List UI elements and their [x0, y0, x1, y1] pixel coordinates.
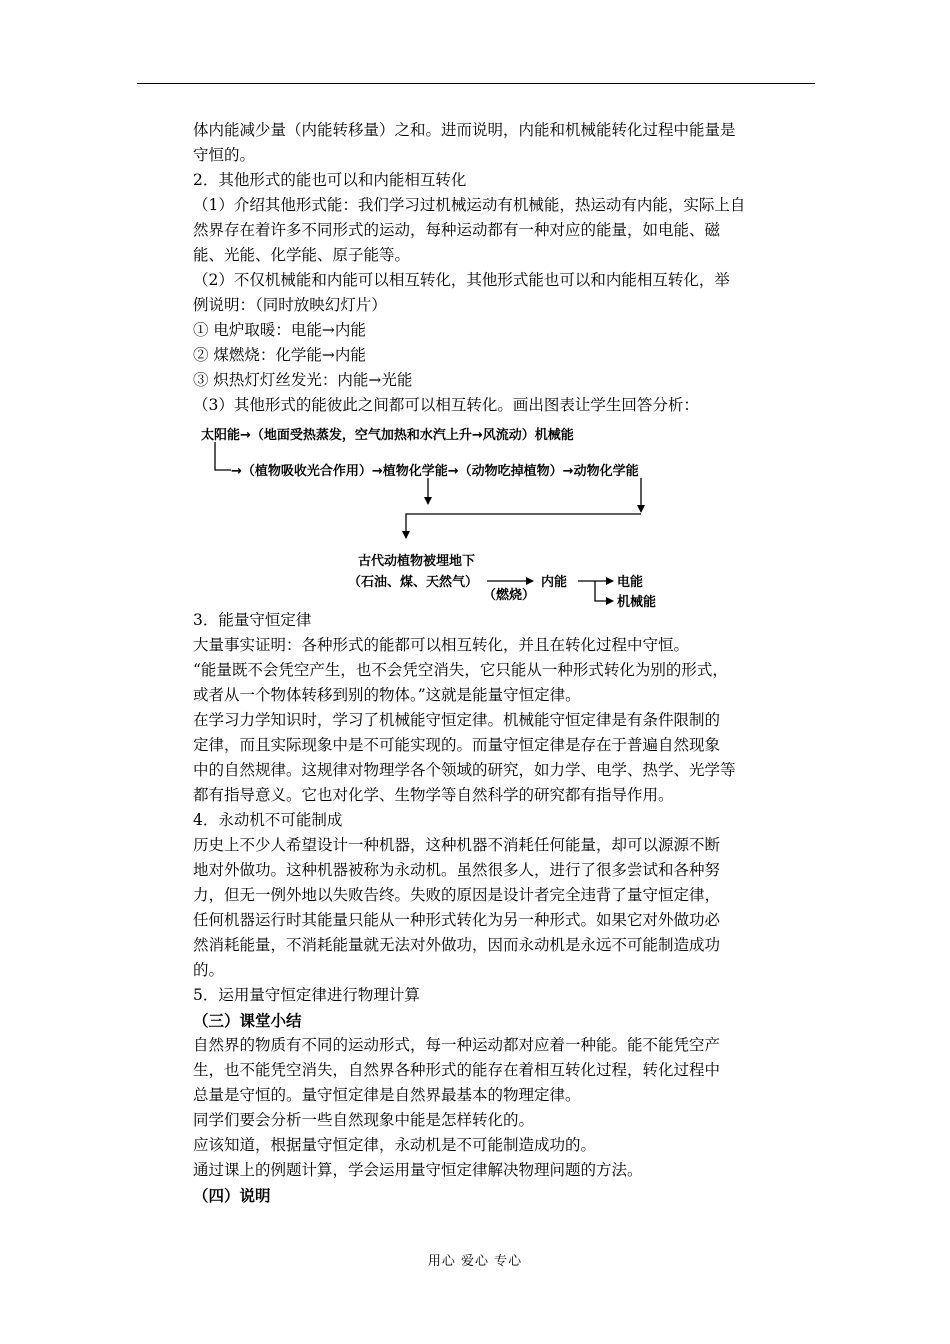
- text-line: 体内能减少量（内能转移量）之和。进而说明，内能和机械能转化过程中能量是: [193, 121, 736, 139]
- text-line: 都有指导意义。它也对化学、生物学等自然科学的研究都有指导作用。: [193, 786, 674, 804]
- text-line: 任何机器运行时其能量只能从一种形式转化为另一种形式。如果它对外做功必: [193, 911, 721, 929]
- text-line: 例说明：（同时放映幻灯片）: [193, 296, 387, 314]
- energy-conversion-diagram: [193, 418, 773, 608]
- mechanical-energy-text: 机械能: [617, 595, 657, 608]
- text-line: 在学习力学知识时，学习了机械能守恒定律。机械能守恒定律是有条件限制的: [193, 711, 721, 729]
- sun-to-plant-connector: [215, 442, 231, 470]
- electric-energy-text: 电能: [617, 575, 644, 590]
- text-line: 能、光能、化学能、原子能等。: [193, 246, 411, 264]
- text-line: 大量事实证明：各种形式的能都可以相互转化，并且在转化过程中守恒。: [193, 636, 690, 654]
- text-line: 4．永动机不可能制成: [193, 811, 343, 829]
- diagram-arrows: [193, 418, 773, 608]
- internal-energy-text: 内能: [541, 575, 568, 590]
- fuels-text: （石油、煤、天然气）: [348, 575, 479, 590]
- row1-text: 太阳能→（地面受热蒸发，空气加热和水汽上升→风流动）机械能: [201, 428, 574, 443]
- text-line: 守恒的。: [193, 146, 256, 164]
- text-line: 2．其他形式的能也可以和内能相互转化: [193, 171, 467, 189]
- text-line: 应该知道，根据量守恒定律，永动机是不可能制造成功的。: [193, 1136, 597, 1154]
- section-heading: （三）课堂小结: [193, 1011, 302, 1030]
- text-line: 定律，而且实际现象中是不可能实现的。而量守恒定律是存在于普遍自然现象: [193, 736, 721, 754]
- text-line: 3．能量守恒定律: [193, 611, 312, 629]
- row2-text: →（植物吸收光合作用）→植物化学能→（动物吃掉植物）→动物化学能: [231, 464, 639, 479]
- header-rule: [137, 83, 815, 84]
- text-line: 历史上不少人希望设计一种机器，这种机器不消耗任何能量，却可以源源不断: [193, 836, 721, 854]
- text-line: 或者从一个物体转移到别的物体。”这就是能量守恒定律。: [193, 686, 581, 704]
- text-line: ① 电炉取暖：电能→内能: [193, 321, 366, 339]
- text-line: 自然界的物质有不同的运动形式，每一种运动都对应着一种能。能不能凭空产: [193, 1036, 721, 1054]
- merge-arrow: [406, 514, 641, 538]
- text-line: 总量是守恒的。量守恒定律是自然界最基本的物理定律。: [193, 1086, 581, 1104]
- text-line: （1）介绍其他形式能：我们学习过机械运动有机械能，热运动有内能，实际上自: [193, 196, 746, 214]
- text-line: 地对外做功。这种机器被称为永动机。虽然很多人，进行了很多尝试和各种努: [193, 861, 721, 879]
- text-line: 5．运用量守恒定律进行物理计算: [193, 986, 420, 1004]
- text-line: 力，但无一例外地以失败告终。失败的原因是设计者完全违背了量守恒定律，: [193, 886, 721, 904]
- text-line: 的。: [193, 961, 225, 979]
- section-heading: （四）说明: [193, 1186, 271, 1205]
- text-line: 同学们要会分析一些自然现象中能是怎样转化的。: [193, 1111, 535, 1129]
- paragraphs-after-diagram: [193, 608, 773, 1208]
- burning-text: （燃烧）: [483, 588, 536, 603]
- text-line: （2）不仅机械能和内能可以相互转化，其他形式能也可以和内能相互转化，举: [193, 271, 730, 289]
- page-footer: 用心 爱心 专心: [427, 1254, 523, 1269]
- text-line: 生，也不能凭空消失，自然界各种形式的能存在着相互转化过程，转化过程中: [193, 1061, 721, 1079]
- to-mechanical-arrow: [595, 581, 613, 601]
- document-body: [193, 118, 773, 1208]
- text-line: “能量既不会凭空产生，也不会凭空消失，它只能从一种形式转化为别的形式，: [193, 661, 728, 679]
- paragraphs-before-diagram: [193, 118, 773, 418]
- text-line: 然界存在着许多不同形式的运动，每种运动都有一种对应的能量，如电能、磁: [193, 221, 721, 239]
- text-line: ② 煤燃烧：化学能→内能: [193, 346, 366, 364]
- text-line: （3）其他形式的能彼此之间都可以相互转化。画出图表让学生回答分析：: [193, 396, 699, 414]
- text-line: 然消耗能量，不消耗能量就无法对外做功，因而永动机是永远不可能制造成功: [193, 936, 721, 954]
- text-line: ③ 炽热灯灯丝发光：内能→光能: [193, 371, 413, 389]
- text-line: 通过课上的例题计算，学会运用量守恒定律解决物理问题的方法。: [193, 1161, 643, 1179]
- ancient-text: 古代动植物被埋地下: [358, 554, 476, 569]
- text-line: 中的自然规律。这规律对物理学各个领域的研究，如力学、电学、热学、光学等: [193, 761, 736, 779]
